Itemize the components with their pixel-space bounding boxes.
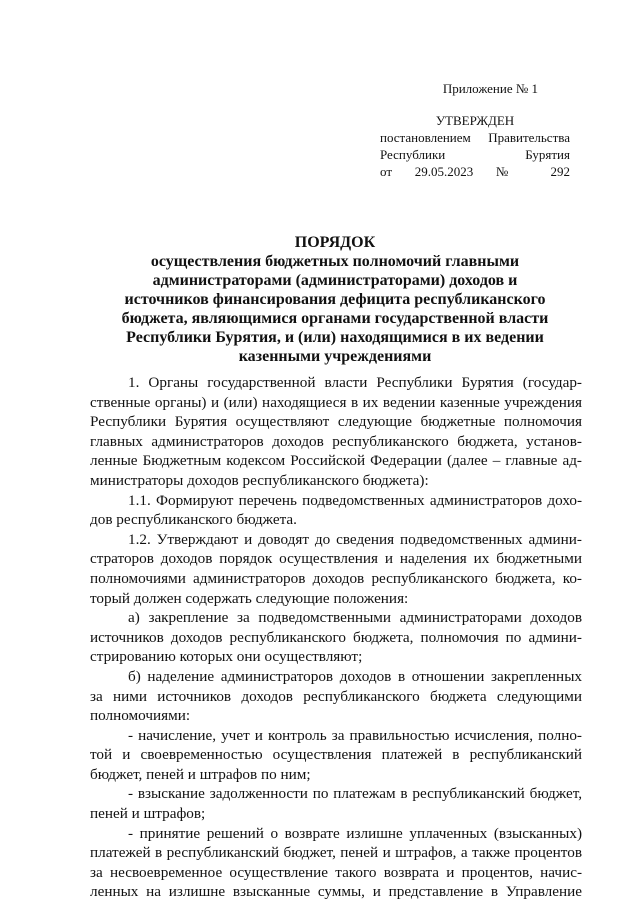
body-line: за несвоевременное осуществление такого возврата и процентов, начис- bbox=[90, 863, 582, 881]
paragraph-a bbox=[90, 608, 582, 667]
paragraph-dash-1 bbox=[90, 726, 582, 785]
body-line: страторов доходов порядок осуществления и наделения их бюджетными bbox=[90, 550, 582, 568]
body-line: 1.2. Утверждают и доводят до сведения подведомственных админи- bbox=[128, 530, 582, 548]
approval-line: постановлением Правительства bbox=[380, 130, 570, 145]
body-line: а) закрепление за подведомственными администраторами доходов bbox=[128, 609, 582, 627]
body-line: 1. Органы государственной власти Республики Бурятия (государ- bbox=[128, 374, 582, 391]
paragraph-dash-2 bbox=[90, 784, 582, 823]
body-line: ленные Бюджетным кодексом Российской Федерации (далее – главные ад- bbox=[90, 452, 582, 470]
body-line: полномочиями администраторов доходов республиканского бюджета, ко- bbox=[90, 569, 582, 587]
document-body bbox=[90, 373, 582, 902]
body-line: ственные органы) и (или) находящиеся в их ведении казенные учреждения bbox=[90, 393, 582, 411]
title-subtitle-line: бюджета, являющимися органами государственной власти bbox=[121, 310, 549, 327]
paragraph-dash-3 bbox=[90, 824, 582, 902]
body-line: главных администраторов доходов республиканского бюджета, установ- bbox=[90, 432, 582, 450]
body-line: платежей в республиканский бюджет, пеней и штрафов, а также процентов bbox=[90, 844, 582, 862]
paragraph-1-2 bbox=[90, 530, 582, 608]
title-subtitle-line: администраторами (администраторами) доходов и bbox=[152, 272, 518, 289]
body-line: пеней и штрафов; bbox=[90, 805, 206, 823]
appendix-label: Приложение № 1 bbox=[442, 81, 538, 96]
title-subtitle-line: казенными учреждениями bbox=[238, 348, 432, 365]
approval-line: Республики Бурятия bbox=[380, 147, 570, 162]
body-line: министраторы доходов республиканского бюджета): bbox=[90, 471, 429, 489]
body-line: 1.1. Формируют перечень подведомственных администраторов дохо- bbox=[128, 491, 582, 509]
paragraph-1 bbox=[90, 373, 582, 491]
paragraph-1-1 bbox=[90, 491, 582, 530]
body-line: той и своевременностью осуществления платежей в республиканский bbox=[90, 746, 582, 764]
body-line: источников доходов республиканского бюджета, полномочия по админи- bbox=[90, 628, 582, 646]
approved-heading: УТВЕРЖДЕН bbox=[435, 113, 515, 128]
body-line: полномочиями: bbox=[90, 707, 191, 725]
document-title bbox=[90, 233, 580, 366]
body-line: торый должен содержать следующие положения: bbox=[90, 589, 409, 607]
title-subtitle-line: источников финансирования дефицита республиканского bbox=[124, 291, 546, 308]
body-line: бюджет, пеней и штрафов по ним; bbox=[90, 765, 311, 783]
paragraph-b bbox=[90, 667, 582, 726]
body-line: Республики Бурятия осуществляют следующие бюджетные полномочия bbox=[90, 413, 582, 431]
approval-date-line: от 29.05.2023 № 292 bbox=[380, 164, 570, 179]
body-line: - начисление, учет и контроль за правильностью исчисления, полно- bbox=[128, 726, 582, 744]
body-line: стрированию которых они осуществляют; bbox=[90, 648, 363, 666]
body-line: ленных на излишне взысканные суммы, и представление в Управление bbox=[90, 883, 582, 901]
body-line: б) наделение администраторов доходов в отношении закрепленных bbox=[128, 667, 582, 685]
title-subtitle-line: Республики Бурятия, и (или) находящимися в их ведении bbox=[126, 329, 544, 346]
body-line: - принятие решений о возврате излишне уплаченных (взысканных) bbox=[128, 824, 582, 842]
body-line: за ними источников доходов республиканского бюджета следующими bbox=[90, 687, 582, 705]
approval-block bbox=[380, 80, 570, 180]
title-subtitle-line: осуществления бюджетных полномочий главными bbox=[150, 253, 520, 270]
title-main: ПОРЯДОК bbox=[294, 234, 376, 251]
body-line: дов республиканского бюджета. bbox=[90, 511, 297, 529]
body-line: - взыскание задолженности по платежам в республиканский бюджет, bbox=[128, 785, 582, 803]
